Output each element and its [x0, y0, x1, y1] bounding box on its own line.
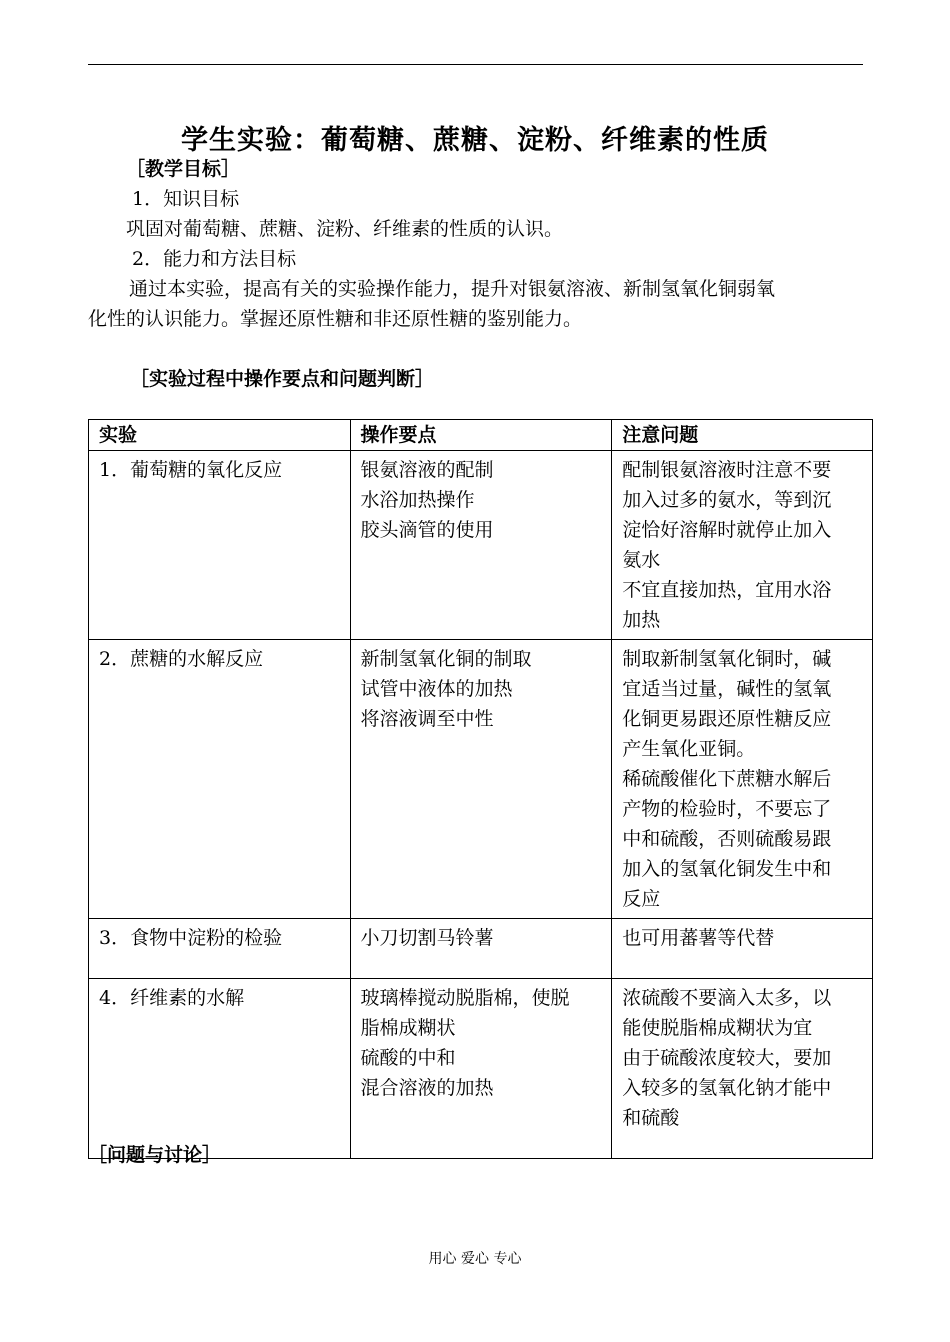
note-line: 配制银氨溶液时注意不要 — [622, 459, 832, 481]
note-line: 加热 — [622, 609, 661, 631]
note-line: 产生氧化亚铜。 — [622, 738, 756, 760]
ability-goal-title: 2．能力和方法目标 — [132, 248, 297, 270]
note-line: 浓硫酸不要滴入太多，以 — [622, 987, 832, 1009]
table-row — [89, 979, 873, 1159]
discussion-heading: ［问题与讨论］ — [88, 1144, 222, 1166]
note-line: 加入的氢氧化铜发生中和 — [622, 858, 832, 880]
experiment-cell — [89, 451, 351, 640]
knowledge-goal-title: 1．知识目标 — [132, 188, 240, 210]
experiment-name: 3．食物中淀粉的检验 — [99, 927, 283, 949]
note-line: 加入过多的氨水，等到沉 — [622, 489, 832, 511]
point-line: 硫酸的中和 — [360, 1047, 456, 1069]
ability-goal-text-line2: 化性的认识能力。掌握还原性糖和非还原性糖的鉴别能力。 — [88, 308, 583, 330]
point-line: 小刀切割马铃薯 — [360, 927, 494, 949]
header-notes: 注意问题 — [612, 420, 873, 451]
point-line: 试管中液体的加热 — [360, 678, 513, 700]
table-row — [89, 919, 873, 979]
experiment-cell — [89, 640, 351, 919]
table-header-row — [89, 420, 873, 451]
note-line: 和硫酸 — [622, 1107, 680, 1129]
note-line: 制取新制氢氧化铜时，碱 — [622, 648, 832, 670]
point-line: 银氨溶液的配制 — [360, 459, 494, 481]
note-line: 产物的检验时，不要忘了 — [622, 798, 832, 820]
note-line: 中和硫酸，否则硫酸易跟 — [622, 828, 832, 850]
experiment-name: 2．蔗糖的水解反应 — [99, 648, 264, 670]
points-cell — [350, 919, 612, 979]
ability-goal-text-line1: 通过本实验，提高有关的实验操作能力，提升对银氨溶液、新制氢氧化铜弱氧 — [129, 278, 776, 300]
point-line: 脂棉成糊状 — [360, 1017, 456, 1039]
point-line: 胶头滴管的使用 — [360, 519, 494, 541]
experiment-cell — [89, 919, 351, 979]
point-line: 水浴加热操作 — [360, 489, 475, 511]
page-title: 学生实验：葡萄糖、蔗糖、淀粉、纤维素的性质 — [181, 125, 769, 156]
point-line: 新制氢氧化铜的制取 — [360, 648, 532, 670]
note-line: 反应 — [622, 888, 661, 910]
notes-cell — [612, 451, 873, 640]
experiment-name: 4．纤维素的水解 — [99, 987, 245, 1009]
points-cell — [350, 640, 612, 919]
notes-cell — [612, 640, 873, 919]
points-cell — [350, 451, 612, 640]
note-line: 不宜直接加热，宜用水浴 — [622, 579, 832, 601]
notes-cell — [612, 919, 873, 979]
point-line: 将溶液调至中性 — [360, 708, 494, 730]
process-heading: ［实验过程中操作要点和问题判断］ — [130, 368, 435, 390]
note-line: 化铜更易跟还原性糖反应 — [622, 708, 832, 730]
table-row — [89, 640, 873, 919]
note-line: 由于硫酸浓度较大，要加 — [622, 1047, 832, 1069]
note-line: 也可用蕃薯等代替 — [622, 927, 775, 949]
note-line: 氨水 — [622, 549, 661, 571]
points-cell — [350, 979, 612, 1159]
note-line: 宜适当过量，碱性的氢氧 — [622, 678, 832, 700]
point-line: 混合溶液的加热 — [360, 1077, 494, 1099]
page-footer: 用心 爱心 专心 — [428, 1251, 522, 1267]
note-line: 能使脱脂棉成糊状为宜 — [622, 1017, 813, 1039]
header-experiment: 实验 — [89, 420, 351, 451]
header-rule — [88, 64, 863, 65]
note-line: 稀硫酸催化下蔗糖水解后 — [622, 768, 832, 790]
experiment-cell — [89, 979, 351, 1159]
note-line: 入较多的氢氧化钠才能中 — [622, 1077, 832, 1099]
header-points: 操作要点 — [350, 420, 612, 451]
table-row — [89, 451, 873, 640]
point-line: 玻璃棒搅动脱脂棉，使脱 — [360, 987, 570, 1009]
knowledge-goal-text: 巩固对葡萄糖、蔗糖、淀粉、纤维素的性质的认识。 — [126, 218, 564, 240]
experiment-name: 1．葡萄糖的氧化反应 — [99, 459, 283, 481]
note-line: 淀恰好溶解时就停止加入 — [622, 519, 832, 541]
notes-cell — [612, 979, 873, 1159]
operations-table — [88, 419, 873, 1159]
goals-heading: ［教学目标］ — [126, 158, 241, 180]
